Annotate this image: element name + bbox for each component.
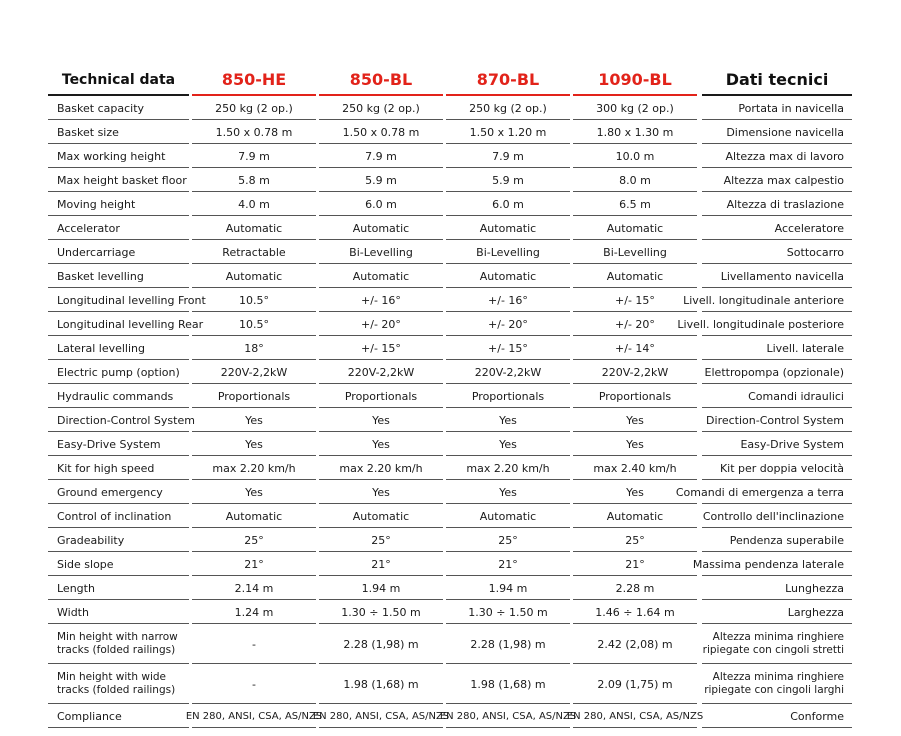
spec-label-en: Side slope xyxy=(57,557,114,571)
spec-value: 25° xyxy=(625,533,645,547)
spec-label-it: Kit per doppia velocità xyxy=(719,461,844,475)
spec-label-it: Easy-Drive System xyxy=(740,437,844,451)
spec-value: +/- 20° xyxy=(488,317,528,331)
spec-label-en: Max working height xyxy=(57,149,166,163)
spec-value: Automatic xyxy=(225,509,283,523)
spec-value: Proportionals xyxy=(598,389,672,403)
spec-value: 8.0 m xyxy=(619,173,651,187)
spec-label-en: Lateral levelling xyxy=(57,341,145,355)
spec-label-en: Basket size xyxy=(57,125,119,139)
spec-value: 1.46 ÷ 1.64 m xyxy=(595,605,675,619)
row-divider xyxy=(446,727,570,728)
table-row xyxy=(48,576,852,600)
spec-value: Automatic xyxy=(352,269,410,283)
spec-label-en: Kit for high speed xyxy=(57,461,155,475)
spec-label-en: Undercarriage xyxy=(57,245,136,259)
spec-label-it: Direction-Control System xyxy=(706,413,844,427)
spec-label-it: Altezza max di lavoro xyxy=(725,149,844,163)
spec-value: max 2.40 km/h xyxy=(593,461,677,475)
spec-value: Bi-Levelling xyxy=(349,245,413,259)
spec-label-en: Compliance xyxy=(57,709,122,723)
spec-label-en: Min height with wide tracks (folded railings) xyxy=(57,671,176,696)
dati-tecnici-heading: Dati tecnici xyxy=(725,70,829,89)
table-row xyxy=(48,120,852,144)
table-row xyxy=(48,624,852,664)
spec-value: 25° xyxy=(244,533,264,547)
spec-label-en: Longitudinal levelling Rear xyxy=(57,317,204,331)
table-row xyxy=(48,600,852,624)
row-divider xyxy=(48,727,189,728)
spec-value: EN 280, ANSI, CSA, AS/NZS xyxy=(312,710,450,722)
spec-value: Automatic xyxy=(225,221,283,235)
spec-value: 1.94 m xyxy=(361,581,401,595)
model-heading-850-he: 850-HE xyxy=(221,70,287,89)
spec-value: EN 280, ANSI, CSA, AS/NZS xyxy=(566,710,704,722)
spec-label-en: Longitudinal levelling Front xyxy=(57,293,206,307)
spec-value: Yes xyxy=(499,437,517,451)
spec-label-it: Conforme xyxy=(790,709,844,723)
spec-value: +/- 15° xyxy=(361,341,401,355)
spec-value: 250 kg (2 op.) xyxy=(469,101,547,115)
spec-label-it: Pendenza superabile xyxy=(729,533,844,547)
spec-label-it: Larghezza xyxy=(787,605,844,619)
spec-value: Automatic xyxy=(352,509,410,523)
spec-value: 5.9 m xyxy=(492,173,524,187)
spec-label-it: Altezza di traslazione xyxy=(726,197,844,211)
spec-label-en: Min height with narrow tracks (folded railings) xyxy=(57,631,178,656)
spec-value: 250 kg (2 op.) xyxy=(215,101,293,115)
spec-value: +/- 15° xyxy=(488,341,528,355)
spec-value: 220V-2,2kW xyxy=(347,365,415,379)
spec-value: 2.28 (1,98) m xyxy=(470,637,546,651)
table-row xyxy=(48,360,852,384)
spec-value: - xyxy=(252,677,256,691)
spec-label-it: Elettropompa (opzionale) xyxy=(704,365,844,379)
spec-value: 220V-2,2kW xyxy=(474,365,542,379)
spec-value: 1.24 m xyxy=(234,605,274,619)
spec-value: 10.5° xyxy=(239,317,269,331)
table-row xyxy=(48,192,852,216)
table-row xyxy=(48,240,852,264)
spec-label-it: Altezza max calpestio xyxy=(723,173,844,187)
spec-value: 25° xyxy=(371,533,391,547)
spec-value: Yes xyxy=(372,437,390,451)
spec-value: 1.98 (1,68) m xyxy=(343,677,419,691)
spec-label-it: Livellamento navicella xyxy=(720,269,844,283)
spec-value: Yes xyxy=(499,485,517,499)
spec-value: +/- 20° xyxy=(615,317,655,331)
table-row xyxy=(48,264,852,288)
spec-label-en: Gradeability xyxy=(57,533,125,547)
spec-label-it: Acceleratore xyxy=(774,221,844,235)
spec-value: 1.30 ÷ 1.50 m xyxy=(468,605,548,619)
spec-value: Automatic xyxy=(606,221,664,235)
spec-value: 6.0 m xyxy=(365,197,397,211)
spec-value: 300 kg (2 op.) xyxy=(596,101,674,115)
row-divider xyxy=(702,727,852,728)
spec-label-it: Comandi di emergenza a terra xyxy=(675,485,844,499)
spec-label-en: Max height basket floor xyxy=(57,173,187,187)
spec-value: +/- 16° xyxy=(361,293,401,307)
spec-value: Retractable xyxy=(222,245,286,259)
spec-label-en: Hydraulic commands xyxy=(57,389,174,403)
spec-value: 2.14 m xyxy=(234,581,274,595)
table-row xyxy=(48,288,852,312)
row-divider xyxy=(319,727,443,728)
spec-value: Automatic xyxy=(606,509,664,523)
table-row xyxy=(48,408,852,432)
spec-value: 220V-2,2kW xyxy=(601,365,669,379)
spec-sheet xyxy=(48,66,852,728)
table-row xyxy=(48,480,852,504)
table-row xyxy=(48,144,852,168)
spec-value: 1.50 x 0.78 m xyxy=(342,125,420,139)
row-divider xyxy=(573,727,697,728)
table-row xyxy=(48,664,852,704)
spec-value: EN 280, ANSI, CSA, AS/NZS xyxy=(185,710,323,722)
spec-value: 7.9 m xyxy=(238,149,270,163)
spec-value: Automatic xyxy=(479,269,537,283)
table-row xyxy=(48,504,852,528)
spec-label-en: Basket levelling xyxy=(57,269,144,283)
spec-label-en: Moving height xyxy=(57,197,136,211)
spec-value: +/- 14° xyxy=(615,341,655,355)
spec-value: 21° xyxy=(371,557,391,571)
table-row xyxy=(48,384,852,408)
spec-value: +/- 20° xyxy=(361,317,401,331)
table-row xyxy=(48,704,852,728)
spec-value: Yes xyxy=(372,485,390,499)
spec-label-en: Accelerator xyxy=(57,221,120,235)
table-row xyxy=(48,168,852,192)
spec-label-it: Comandi idraulici xyxy=(748,389,844,403)
spec-value: Yes xyxy=(626,413,644,427)
spec-value: 25° xyxy=(498,533,518,547)
spec-label-en: Ground emergency xyxy=(57,485,163,499)
spec-value: 1.30 ÷ 1.50 m xyxy=(341,605,421,619)
spec-label-it: Dimensione navicella xyxy=(726,125,844,139)
spec-value: 2.09 (1,75) m xyxy=(597,677,673,691)
spec-value: 10.0 m xyxy=(615,149,655,163)
spec-label-it: Massima pendenza laterale xyxy=(692,557,844,571)
table-body xyxy=(48,96,852,728)
spec-value: Bi-Levelling xyxy=(603,245,667,259)
spec-value: max 2.20 km/h xyxy=(339,461,423,475)
spec-value: 220V-2,2kW xyxy=(220,365,288,379)
spec-value: 5.8 m xyxy=(238,173,270,187)
row-divider xyxy=(192,727,316,728)
spec-value: 6.0 m xyxy=(492,197,524,211)
spec-value: 21° xyxy=(625,557,645,571)
spec-label-en: Length xyxy=(57,581,95,595)
table-row xyxy=(48,456,852,480)
spec-value: 6.5 m xyxy=(619,197,651,211)
spec-value: 2.28 m xyxy=(615,581,655,595)
spec-value: 21° xyxy=(498,557,518,571)
spec-value: Yes xyxy=(245,485,263,499)
table-row xyxy=(48,528,852,552)
spec-label-it: Portata in navicella xyxy=(738,101,844,115)
spec-value: Proportionals xyxy=(471,389,545,403)
table-row xyxy=(48,96,852,120)
table-header xyxy=(48,66,852,96)
spec-value: Yes xyxy=(626,437,644,451)
spec-value: 1.94 m xyxy=(488,581,528,595)
spec-value: 18° xyxy=(244,341,264,355)
model-heading-850-bl: 850-BL xyxy=(349,70,413,89)
spec-label-en: Electric pump (option) xyxy=(57,365,180,379)
spec-label-it: Lunghezza xyxy=(785,581,844,595)
technical-data-heading: Technical data xyxy=(61,72,176,88)
spec-label-it: Livell. laterale xyxy=(766,341,844,355)
model-heading-1090-bl: 1090-BL xyxy=(598,70,672,89)
spec-value: 21° xyxy=(244,557,264,571)
spec-label-en: Easy-Drive System xyxy=(57,437,161,451)
spec-value: EN 280, ANSI, CSA, AS/NZS xyxy=(439,710,577,722)
spec-value: 1.80 x 1.30 m xyxy=(596,125,674,139)
spec-label-it: Controllo dell'inclinazione xyxy=(702,509,844,523)
spec-value: 1.50 x 1.20 m xyxy=(469,125,547,139)
spec-label-en: Basket capacity xyxy=(57,101,145,115)
spec-value: Automatic xyxy=(225,269,283,283)
spec-value: +/- 16° xyxy=(488,293,528,307)
spec-label-it: Altezza minima ringhiere ripiegate con cingoli larghi xyxy=(704,671,844,696)
spec-value: Proportionals xyxy=(344,389,418,403)
spec-value: Automatic xyxy=(606,269,664,283)
spec-value: 7.9 m xyxy=(492,149,524,163)
spec-value: 10.5° xyxy=(239,293,269,307)
table-row xyxy=(48,312,852,336)
spec-label-it: Livell. longitudinale anteriore xyxy=(683,293,844,307)
spec-value: Yes xyxy=(245,437,263,451)
spec-value: max 2.20 km/h xyxy=(212,461,296,475)
spec-value: Automatic xyxy=(479,509,537,523)
table-row xyxy=(48,432,852,456)
spec-value: 5.9 m xyxy=(365,173,397,187)
spec-value: 2.42 (2,08) m xyxy=(597,637,673,651)
spec-value: 1.50 x 0.78 m xyxy=(215,125,293,139)
spec-value: Bi-Levelling xyxy=(476,245,540,259)
spec-value: Yes xyxy=(245,413,263,427)
spec-value: Yes xyxy=(626,485,644,499)
spec-label-it: Sottocarro xyxy=(786,245,844,259)
spec-value: max 2.20 km/h xyxy=(466,461,550,475)
spec-value: Automatic xyxy=(352,221,410,235)
spec-value: Yes xyxy=(372,413,390,427)
table-row xyxy=(48,552,852,576)
spec-label-it: Altezza minima ringhiere ripiegate con cingoli stretti xyxy=(702,631,844,656)
spec-value: - xyxy=(252,637,256,651)
spec-value: Automatic xyxy=(479,221,537,235)
model-heading-870-bl: 870-BL xyxy=(476,70,540,89)
spec-value: +/- 15° xyxy=(615,293,655,307)
spec-value: 2.28 (1,98) m xyxy=(343,637,419,651)
table-row xyxy=(48,216,852,240)
spec-label-en: Width xyxy=(57,605,89,619)
spec-value: 1.98 (1,68) m xyxy=(470,677,546,691)
spec-value: 4.0 m xyxy=(238,197,270,211)
table-row xyxy=(48,336,852,360)
spec-label-en: Control of inclination xyxy=(57,509,172,523)
spec-value: Yes xyxy=(499,413,517,427)
spec-label-it: Livell. longitudinale posteriore xyxy=(677,317,844,331)
spec-value: 250 kg (2 op.) xyxy=(342,101,420,115)
spec-value: 7.9 m xyxy=(365,149,397,163)
spec-label-en: Direction-Control System xyxy=(57,413,195,427)
spec-value: Proportionals xyxy=(217,389,291,403)
